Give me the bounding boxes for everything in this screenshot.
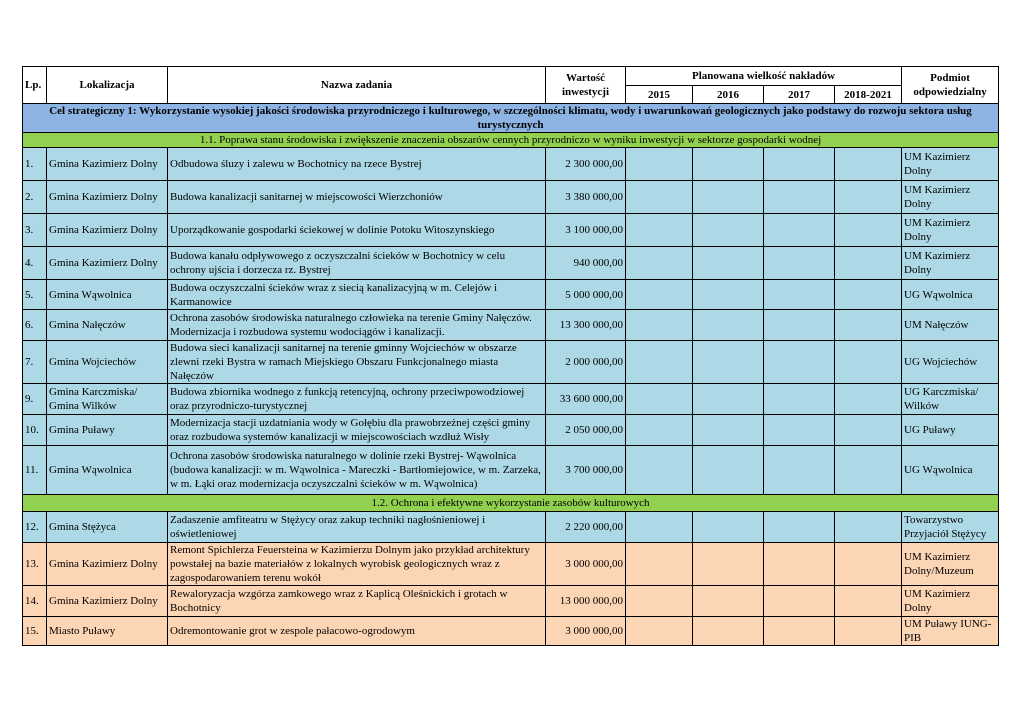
row-podmiot: UM Nałęczów bbox=[902, 310, 999, 341]
row-podmiot: UM Kazimierz Dolny bbox=[902, 148, 999, 181]
row-nazwa: Odbudowa śluzy i zalewu w Bochotnicy na rzece Bystrej bbox=[168, 148, 546, 181]
row-2015 bbox=[626, 617, 693, 646]
row-2017 bbox=[764, 148, 835, 181]
row-2015 bbox=[626, 280, 693, 310]
row-2018-2021 bbox=[835, 617, 902, 646]
row-podmiot: UM Kazimierz Dolny/Muzeum bbox=[902, 543, 999, 586]
row-2016 bbox=[693, 280, 764, 310]
table-row bbox=[23, 512, 999, 543]
strategic-goal: Cel strategiczny 1: Wykorzystanie wysokiej jakości środowiska przyrodniczego i kulturowego, w szczególności klimatu, wody i uwarunkowań geologicznych jako podstawy do rozwoju sektora usług turystycznych bbox=[23, 104, 999, 133]
row-nazwa: Budowa zbiornika wodnego z funkcją retencyjną, ochrony przeciwpowodziowej oraz przyrodniczo-turystycznej bbox=[168, 384, 546, 415]
header-nazwa: Nazwa zadania bbox=[168, 67, 546, 104]
row-wartosc: 940 000,00 bbox=[546, 247, 626, 280]
row-lp: 1. bbox=[23, 148, 47, 181]
header-2015: 2015 bbox=[626, 86, 693, 104]
row-lokalizacja: Gmina Nałęczów bbox=[47, 310, 168, 341]
row-2016 bbox=[693, 415, 764, 446]
table-row bbox=[23, 181, 999, 214]
row-nazwa: Uporządkowanie gospodarki ściekowej w dolinie Potoku Witoszynskiego bbox=[168, 214, 546, 247]
header-2016: 2016 bbox=[693, 86, 764, 104]
row-nazwa: Budowa kanału odpływowego z oczyszczalni ścieków w Bochotnicy w celu ochrony ujścia i dorzecza rz. Bystrej bbox=[168, 247, 546, 280]
row-2017 bbox=[764, 310, 835, 341]
table-row bbox=[23, 310, 999, 341]
row-2017 bbox=[764, 586, 835, 617]
row-2015 bbox=[626, 214, 693, 247]
row-2017 bbox=[764, 214, 835, 247]
row-nazwa: Odremontowanie grot w zespole pałacowo-ogrodowym bbox=[168, 617, 546, 646]
row-wartosc: 13 000 000,00 bbox=[546, 586, 626, 617]
row-lp: 12. bbox=[23, 512, 47, 543]
header-planowana: Planowana wielkość nakładów bbox=[626, 67, 902, 86]
row-2017 bbox=[764, 384, 835, 415]
row-2017 bbox=[764, 617, 835, 646]
row-2018-2021 bbox=[835, 446, 902, 495]
row-podmiot: UM Kazimierz Dolny bbox=[902, 247, 999, 280]
row-2016 bbox=[693, 181, 764, 214]
row-wartosc: 3 000 000,00 bbox=[546, 543, 626, 586]
row-lokalizacja: Gmina Kazimierz Dolny bbox=[47, 148, 168, 181]
row-lokalizacja: Gmina Wojciechów bbox=[47, 341, 168, 384]
row-lokalizacja: Gmina Stężyca bbox=[47, 512, 168, 543]
header-lp: Lp. bbox=[23, 67, 47, 104]
row-wartosc: 3 000 000,00 bbox=[546, 617, 626, 646]
row-podmiot: UM Kazimierz Dolny bbox=[902, 214, 999, 247]
row-2015 bbox=[626, 415, 693, 446]
row-lp: 10. bbox=[23, 415, 47, 446]
row-2018-2021 bbox=[835, 512, 902, 543]
row-2017 bbox=[764, 341, 835, 384]
row-2016 bbox=[693, 148, 764, 181]
row-2017 bbox=[764, 415, 835, 446]
row-wartosc: 13 300 000,00 bbox=[546, 310, 626, 341]
row-lp: 14. bbox=[23, 586, 47, 617]
row-lp: 15. bbox=[23, 617, 47, 646]
row-lokalizacja: Miasto Puławy bbox=[47, 617, 168, 646]
row-wartosc: 3 100 000,00 bbox=[546, 214, 626, 247]
row-2017 bbox=[764, 512, 835, 543]
table-row bbox=[23, 214, 999, 247]
row-2018-2021 bbox=[835, 341, 902, 384]
row-2015 bbox=[626, 586, 693, 617]
row-2015 bbox=[626, 543, 693, 586]
row-2016 bbox=[693, 341, 764, 384]
header-2018-2021: 2018-2021 bbox=[835, 86, 902, 104]
row-lokalizacja: Gmina Kazimierz Dolny bbox=[47, 214, 168, 247]
row-lokalizacja: Gmina Wąwolnica bbox=[47, 280, 168, 310]
table-row bbox=[23, 446, 999, 495]
row-wartosc: 2 220 000,00 bbox=[546, 512, 626, 543]
row-lokalizacja: Gmina Kazimierz Dolny bbox=[47, 543, 168, 586]
table-row bbox=[23, 617, 999, 646]
row-podmiot: UG Wąwolnica bbox=[902, 446, 999, 495]
row-podmiot: Towarzystwo Przyjaciół Stężycy bbox=[902, 512, 999, 543]
row-wartosc: 5 000 000,00 bbox=[546, 280, 626, 310]
table-row bbox=[23, 280, 999, 310]
row-lp: 6. bbox=[23, 310, 47, 341]
row-wartosc: 2 300 000,00 bbox=[546, 148, 626, 181]
row-wartosc: 2 000 000,00 bbox=[546, 341, 626, 384]
row-lokalizacja: Gmina Kazimierz Dolny bbox=[47, 181, 168, 214]
table-row bbox=[23, 586, 999, 617]
row-2018-2021 bbox=[835, 181, 902, 214]
row-2018-2021 bbox=[835, 247, 902, 280]
row-podmiot: UM Kazimierz Dolny bbox=[902, 586, 999, 617]
row-wartosc: 2 050 000,00 bbox=[546, 415, 626, 446]
row-2018-2021 bbox=[835, 586, 902, 617]
row-lp: 5. bbox=[23, 280, 47, 310]
row-lokalizacja: Gmina Kazimierz Dolny bbox=[47, 586, 168, 617]
table-row bbox=[23, 247, 999, 280]
header-lokalizacja: Lokalizacja bbox=[47, 67, 168, 104]
row-podmiot: UM Kazimierz Dolny bbox=[902, 181, 999, 214]
section-1-2: 1.2. Ochrona i efektywne wykorzystanie zasobów kulturowych bbox=[23, 495, 999, 512]
row-nazwa: Budowa sieci kanalizacji sanitarnej na terenie gminny Wojciechów w obszarze zlewni rzeki Bystra w ramach Miejskiego Obszaru Funkcjonalnego miasta Nałęczów bbox=[168, 341, 546, 384]
row-2017 bbox=[764, 181, 835, 214]
row-2017 bbox=[764, 446, 835, 495]
row-lp: 13. bbox=[23, 543, 47, 586]
row-lp: 11. bbox=[23, 446, 47, 495]
row-nazwa: Budowa kanalizacji sanitarnej w miejscowości Wierzchoniów bbox=[168, 181, 546, 214]
row-2016 bbox=[693, 543, 764, 586]
row-2015 bbox=[626, 384, 693, 415]
row-2018-2021 bbox=[835, 214, 902, 247]
row-2015 bbox=[626, 512, 693, 543]
row-podmiot: UM Puławy IUNG-PIB bbox=[902, 617, 999, 646]
row-2016 bbox=[693, 586, 764, 617]
row-lokalizacja: Gmina Puławy bbox=[47, 415, 168, 446]
header-podmiot: Podmiot odpowiedzialny bbox=[902, 67, 999, 104]
investment-table bbox=[22, 66, 999, 646]
row-lp: 2. bbox=[23, 181, 47, 214]
row-2018-2021 bbox=[835, 280, 902, 310]
row-2018-2021 bbox=[835, 543, 902, 586]
row-lokalizacja: Gmina Wąwolnica bbox=[47, 446, 168, 495]
row-nazwa: Modernizacja stacji uzdatniania wody w Gołębiu dla prawobrzeżnej części gminy oraz rozbudowa systemów kanalizacji w miejscowościach wzdłuż Wisły bbox=[168, 415, 546, 446]
row-2017 bbox=[764, 247, 835, 280]
row-2016 bbox=[693, 512, 764, 543]
row-2017 bbox=[764, 543, 835, 586]
row-2018-2021 bbox=[835, 384, 902, 415]
row-nazwa: Ochrona zasobów środowiska naturalnego człowieka na terenie Gminy Nałęczów. Modernizacja i rozbudowa systemu wodociągów i kanalizacji. bbox=[168, 310, 546, 341]
table-row bbox=[23, 148, 999, 181]
row-nazwa: Budowa oczyszczalni ścieków wraz z siecią kanalizacyjną w m. Celejów i Karmanowice bbox=[168, 280, 546, 310]
row-podmiot: UG Karczmiska/ Wilków bbox=[902, 384, 999, 415]
header-wartosc: Wartość inwestycji bbox=[546, 67, 626, 104]
row-lp: 7. bbox=[23, 341, 47, 384]
row-podmiot: UG Wojciechów bbox=[902, 341, 999, 384]
table-row bbox=[23, 415, 999, 446]
row-nazwa: Rewaloryzacja wzgórza zamkowego wraz z Kaplicą Oleśnickich i grotach w Bochotnicy bbox=[168, 586, 546, 617]
row-podmiot: UG Wąwolnica bbox=[902, 280, 999, 310]
section-1-1: 1.1. Poprawa stanu środowiska i zwiększenie znaczenia obszarów cennych przyrodniczo w wyniku inwestycji w sektorze gospodarki wodnej bbox=[23, 133, 999, 148]
table-row bbox=[23, 543, 999, 586]
row-2015 bbox=[626, 247, 693, 280]
row-lp: 4. bbox=[23, 247, 47, 280]
row-2016 bbox=[693, 247, 764, 280]
row-2018-2021 bbox=[835, 415, 902, 446]
row-lokalizacja: Gmina Karczmiska/ Gmina Wilków bbox=[47, 384, 168, 415]
row-2018-2021 bbox=[835, 310, 902, 341]
table-row bbox=[23, 384, 999, 415]
row-lokalizacja: Gmina Kazimierz Dolny bbox=[47, 247, 168, 280]
row-2015 bbox=[626, 310, 693, 341]
row-lp: 3. bbox=[23, 214, 47, 247]
row-wartosc: 33 600 000,00 bbox=[546, 384, 626, 415]
row-2015 bbox=[626, 341, 693, 384]
row-2015 bbox=[626, 446, 693, 495]
row-2016 bbox=[693, 446, 764, 495]
row-wartosc: 3 700 000,00 bbox=[546, 446, 626, 495]
row-2016 bbox=[693, 310, 764, 341]
row-nazwa: Zadaszenie amfiteatru w Stężycy oraz zakup techniki nagłośnieniowej i oświetleniowej bbox=[168, 512, 546, 543]
row-2015 bbox=[626, 181, 693, 214]
row-wartosc: 3 380 000,00 bbox=[546, 181, 626, 214]
row-nazwa: Remont Spichlerza Feuersteina w Kazimierzu Dolnym jako przykład architektury powstałej na bazie materiałów z lokalnych wyrobisk geologicznych wraz z zagospodarowaniem terenu wokół bbox=[168, 543, 546, 586]
header-2017: 2017 bbox=[764, 86, 835, 104]
table-row bbox=[23, 341, 999, 384]
row-lp: 9. bbox=[23, 384, 47, 415]
row-2016 bbox=[693, 214, 764, 247]
row-2017 bbox=[764, 280, 835, 310]
row-2018-2021 bbox=[835, 148, 902, 181]
row-2015 bbox=[626, 148, 693, 181]
row-2016 bbox=[693, 384, 764, 415]
row-2016 bbox=[693, 617, 764, 646]
row-podmiot: UG Puławy bbox=[902, 415, 999, 446]
row-nazwa: Ochrona zasobów środowiska naturalnego w dolinie rzeki Bystrej- Wąwolnica (budowa kanalizacji: w m. Wąwolnica - Mareczki - Bartłomiejowice, w m. Zarzeka, w m. Łąki oraz modernizacja oczyszczalni ścieków w m. Wąwolnica) bbox=[168, 446, 546, 495]
